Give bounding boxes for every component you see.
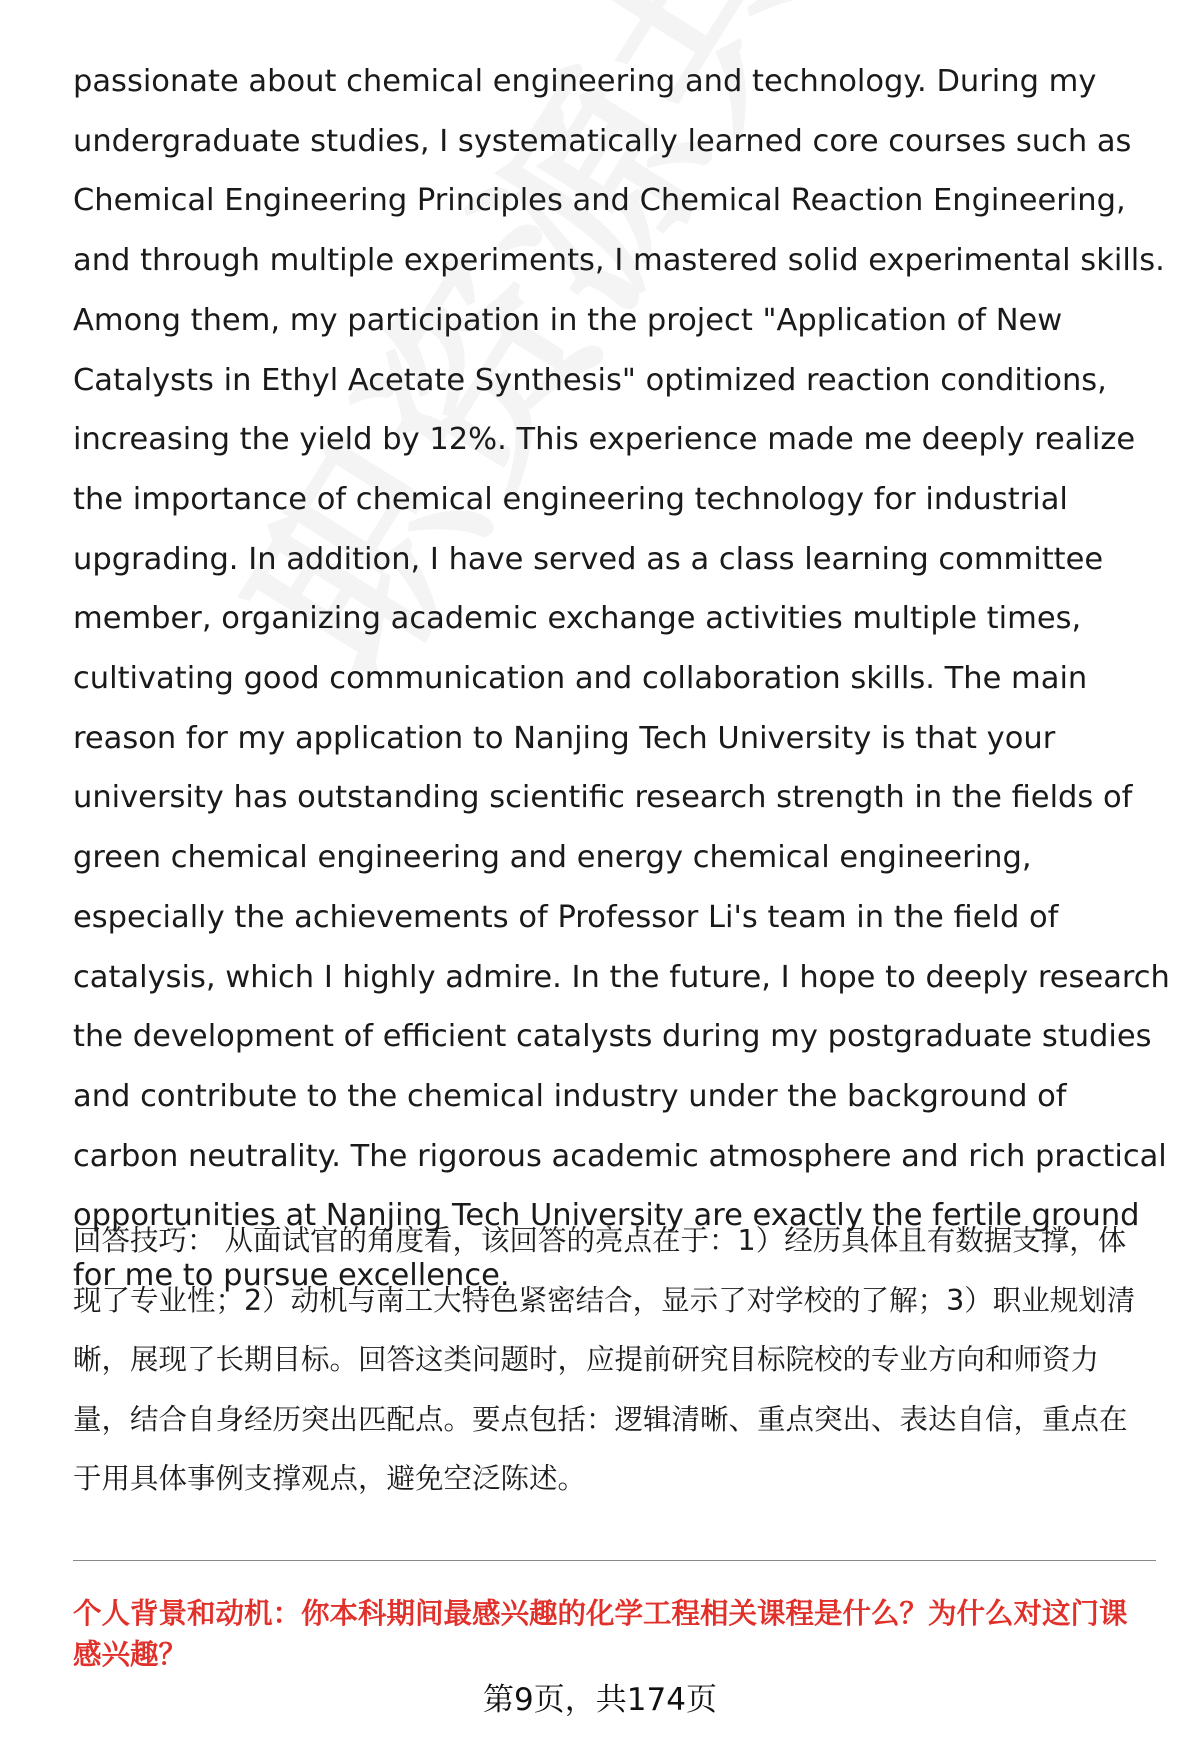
answer-body-text: passionate about chemical engineering and technology. During my undergraduate studies, I systematically learned core courses such as Chemical Engineering Principles and Chemical Reaction Engineering, and through multiple experiments, I mastered solid experimental skills. Among them, my participation in the project "Application of New Catalysts in Ethyl Acetate Synthesis" optimized reaction conditions, increasing the yield by 12%. This experience made me deeply realize the importance of chemical engineering technology for industrial upgrading. In addition, I have served as a class learning committee member, organizing academic exchange activities multiple times, cultivating good communication and collaboration skills. The main reason for my application to Nanjing Tech University is that your university has outstanding scientific research strength in the fields of green chemical engineering and energy chemical engineering, especially the achievements of Professor Li's team in the field of catalysis, which I highly admire. In the future, I hope to deeply research the development of efficient catalysts during my postgraduate studies and contribute to the chemical industry under the background of carbon neutrality. The rigorous academic atmosphere and rich practical opportunities at Nanjing Tech University are exactly the fertile ground for me to pursue excellence. bbox=[73, 64, 1170, 1294]
section-divider bbox=[73, 1560, 1156, 1561]
page-number-footer: 第9页，共174页 bbox=[483, 1682, 717, 1718]
next-question-heading: 个人背景和动机：你本科期间最感兴趣的化学工程相关课程是什么？为什么对这门课感兴趣？ bbox=[73, 1597, 1128, 1671]
answer-tips: 回答技巧： 从面试官的角度看，该回答的亮点在于：1）经历具体且有数据支撑，体现了专业性；2）动机与南工大特色紧密结合，显示了对学校的了解；3）职业规划清晰，展现了长期目标。回答这类问题时，应提前研究目标院校的专业方向和师资力量，结合自身经历突出匹配点。要点包括：逻辑清晰、重点突出、表达自信，重点在于用具体事例支撑观点，避免空泛陈述。 bbox=[73, 1224, 1136, 1495]
